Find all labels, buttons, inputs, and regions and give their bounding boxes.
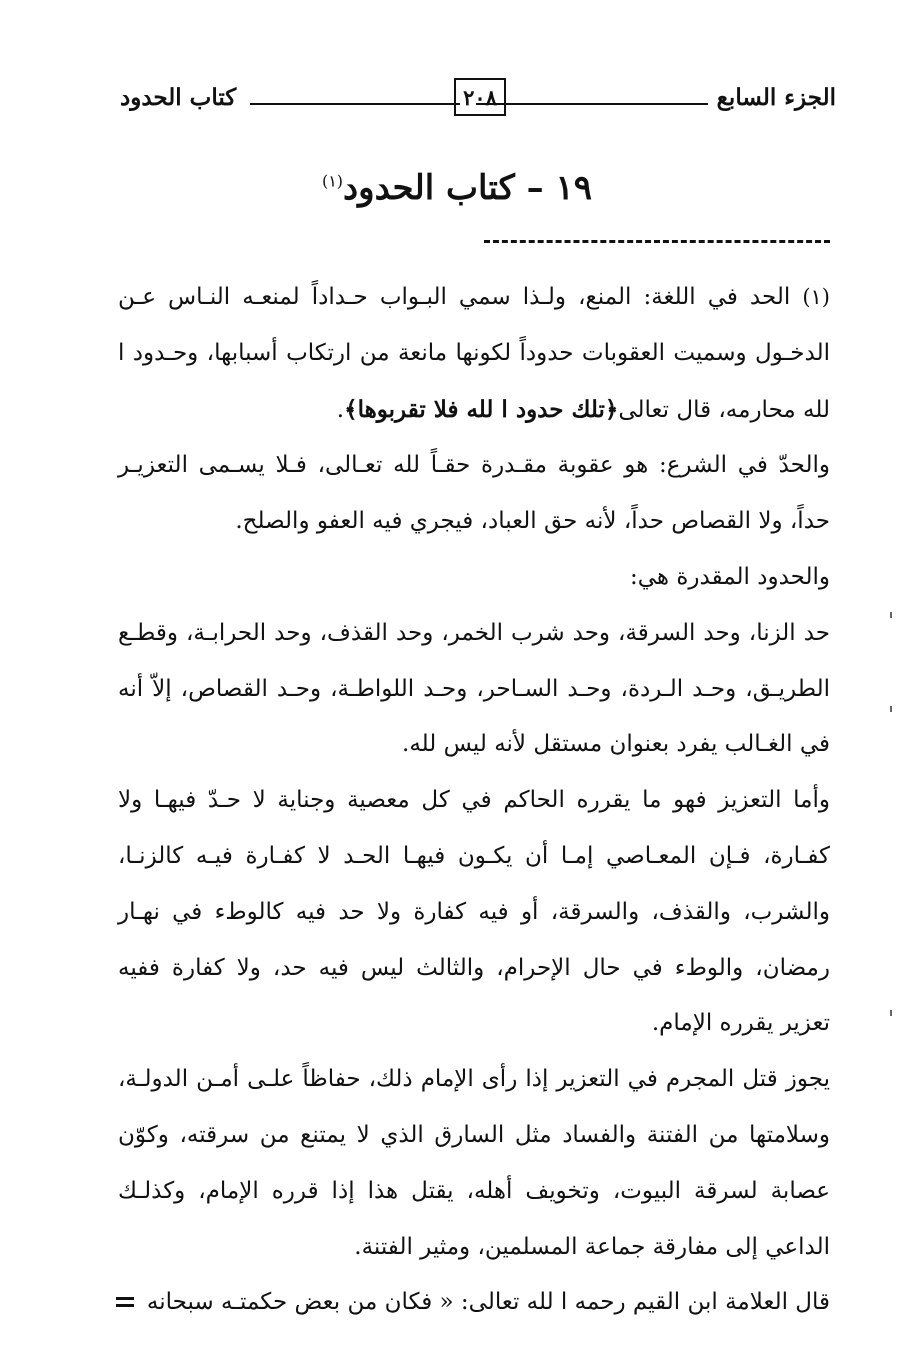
footnote-text-end: . (336, 396, 345, 423)
margin-tick (890, 612, 892, 618)
quran-quote: ﴿تلك حدود ا لله فلا تقربوها﴾ (344, 395, 619, 423)
footnote-body (118, 270, 830, 1331)
page-number-box (454, 78, 506, 116)
running-header (120, 78, 836, 122)
footnote-paragraph: حد الزنا، وحد السرقة، وحد شرب الخمر، وحد القذف، وحد الحرابـة، وقطـع الطريـق، وحـد الـردة، وحـد السـاحر، وحـد اللواطـة، وحـد القصاص، إلاّ أنه في الغـالب يفرد بعنوان مستقل لأنه ليس لله. (118, 619, 830, 758)
footnote-paragraph: وأما التعزيز فهو ما يقرره الحاكم في كل معصية وجناية لا حـدّ فيهـا ولا كفـارة، فـإن المعـاصي إمـا أن يكـون فيهـا الحـد لا كفـارة فيـه كالزنـا، والشرب، والقذف، والسرقة، أو فيه كفارة ولا حد فيه كالوطء في نهـار رمضان، والوطء في حال الإحرام، والثالث ليس فيه حد، ولا كفارة ففيه تعزير يقرره الإمام. (118, 787, 830, 1037)
header-rule-right (476, 103, 708, 105)
continuation-mark (116, 1297, 134, 1307)
footnote-paragraph: والحدود المقدرة هي: (629, 563, 830, 590)
chapter-title (0, 168, 914, 208)
book-title: كتاب الحدود (120, 84, 237, 111)
footnote-paragraph: والحدّ في الشرع: هو عقوبة مقـدرة حقـاً لله تعـالى، فـلا يسـمى التعزيـر حداً، ولا القصاص حداً، لأنه حق العباد، فيجري فيه العفو والصلح. (118, 452, 830, 535)
chapter-title-text: ١٩ – كتاب الحدود (343, 168, 593, 208)
footnote-marker: (١) (802, 285, 830, 309)
page-number: ٢٠٨ (463, 84, 497, 110)
footnote-ref: (١) (321, 171, 344, 191)
part-label: الجزء السابع (716, 84, 836, 111)
footnote-paragraph: يجوز قتل المجرم في التعزير إذا رأى الإمام ذلك، حفاظاً علـى أمـن الدولـة، وسلامتها من الفتنة والفساد مثل السارق الذي لا يمتنع من سرقته، وكوّن عصابة لسرقة البيوت، وتخويف أهله، يقتل هذا إذا قرره الإمام، وكذلـك الداعي إلى مفارقة جماعة المسلمين، ومثير الفتنة. (118, 1066, 830, 1260)
margin-tick (890, 1010, 892, 1016)
footnote-paragraph (118, 270, 830, 438)
footnote-paragraph: قال العلامة ابن القيم رحمه ا لله تعالى: « فكان من بعض حكمتـه سبحانه (146, 1289, 830, 1316)
footnote-separator (484, 240, 830, 243)
margin-tick (890, 706, 892, 712)
header-rule-left (250, 103, 460, 105)
footnote-text: الحد في اللغة: المنع، ولـذا سمي البـواب حـداداً لمنعـه النـاس عـن الدخـول وسميت العقوبات حدوداً لكونها مانعة من ارتكاب أسبابها، وحـدود ا لله محارمه، قال تعالى (118, 284, 830, 423)
